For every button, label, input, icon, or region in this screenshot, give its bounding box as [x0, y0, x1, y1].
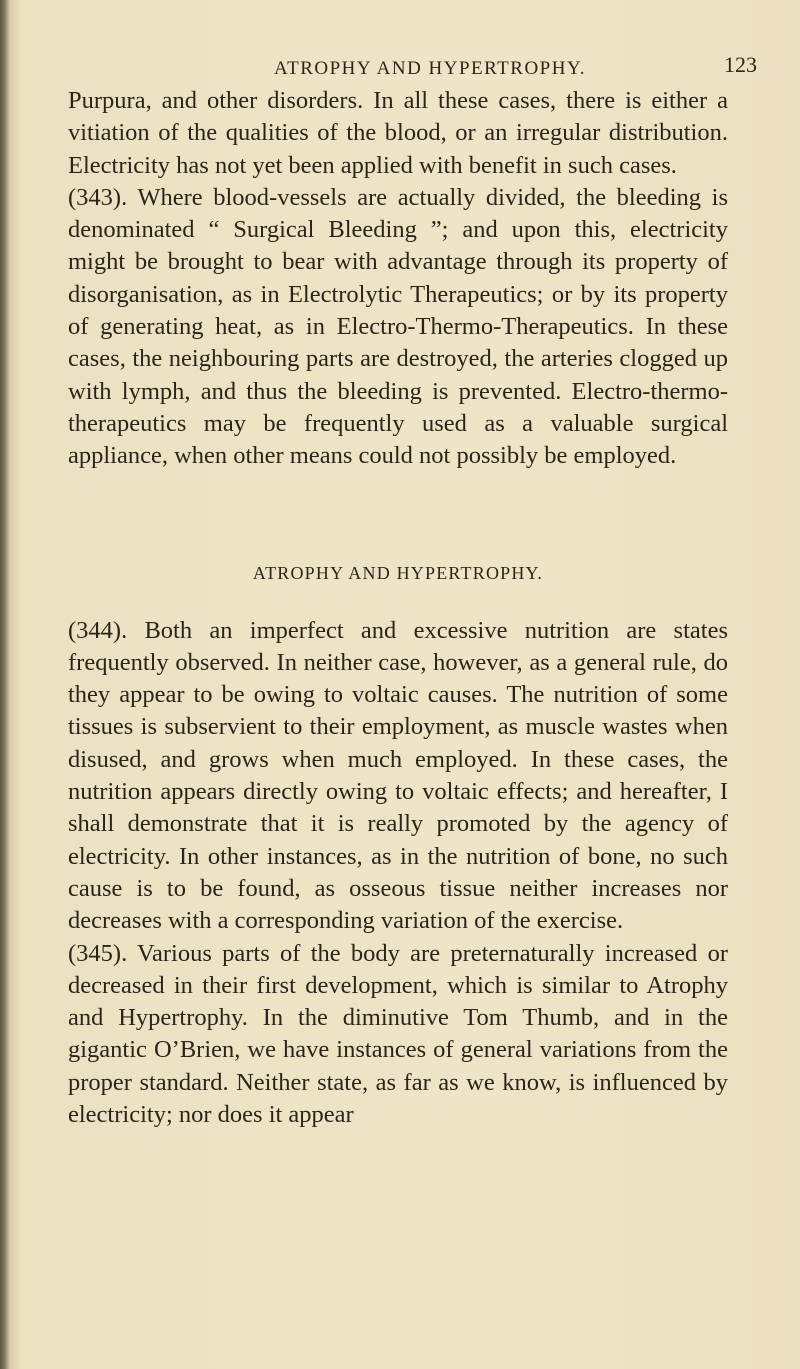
paragraph-purpura: Purpura, and other disorders. In all these cases, there is either a vitiation of the qualities of the blood, or an irregular distribution. Electricity has not yet been applied with benefit in such cases.: [68, 87, 728, 179]
paragraph-344: (344). Both an imperfect and excessive nutrition are states frequently observed. In neither case, however, as a general rule, do they appear to be owing to voltaic causes. The nutrition of some tissues is subservient to their employment, as muscle wastes when disused, and grows when much employed. In these cases, the nutrition appears directly owing to voltaic effects; and hereafter, I shall demonstrate that it is really promoted by the agency of electricity. In other instances, as in the nutrition of bone, no such cause is to be found, as osseous tissue neither increases nor decreases with a corresponding variation of the exercise.: [68, 616, 728, 935]
running-head: ATROPHY AND HYPERTROPHY.: [274, 58, 586, 79]
page-number: 123: [724, 52, 757, 77]
paragraph-343: (343). Where blood-vessels are actually divided, the bleeding is denominated “ Surgical Bleeding ”; and upon this, electricity might be brought to bear with advantage through its property of disorganisation, as in Electrolytic Therapeutics; or by its property of generating heat, as in Electro-Thermo-Therapeutics. In these cases, the neighbouring parts are destroyed, the arteries clogged up with lymph, and thus the bleeding is prevented. Electro-thermo-therapeutics may be frequently used as a valuable surgical appliance, when other means could not possibly be employed.: [68, 183, 728, 470]
section-heading: ATROPHY AND HYPERTROPHY.: [252, 562, 544, 583]
body-text: [68, 85, 728, 1131]
paragraph-345: (345). Various parts of the body are preternaturally increased or decreased in their first development, which is similar to Atrophy and Hypertrophy. In the diminutive Tom Thumb, and in the gigantic O’Brien, we have instances of general variations from the proper standard. Neither state, as far as we know, is influenced by electricity; nor does it appear: [68, 939, 728, 1129]
